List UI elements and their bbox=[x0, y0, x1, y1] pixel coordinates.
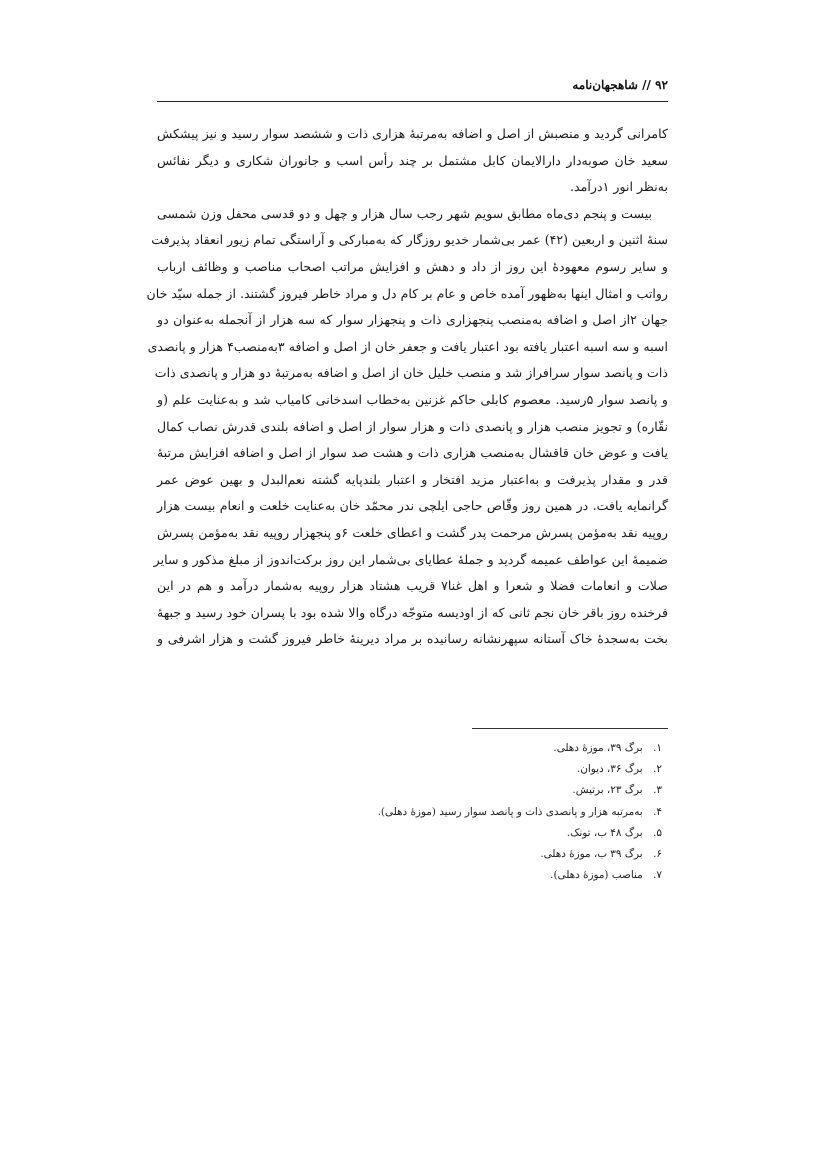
footnote-text: برگ ۳۹ ب، موزهٔ دهلی. bbox=[540, 848, 643, 861]
header-rule bbox=[157, 101, 668, 102]
footnote-item bbox=[157, 823, 668, 844]
footnote-number: ۶. bbox=[653, 848, 662, 861]
text-line: اسبه و سه اسبه اعتبار یافته بود اعتبار یافت و جعفر خان از اصل و اضافه ۳به‌منصب۴ هزار و پانصدی bbox=[147, 338, 668, 354]
footnote-text: برگ ۲۳، برتیش. bbox=[572, 784, 643, 797]
footnote-text: برگ ۳۹، موزهٔ دهلی. bbox=[553, 742, 643, 754]
text-line: نقّاره) و تجویز منصب هزار و پانصدی ذات و هزار سوار از اصل و اضافه بلندی قدرش نصاب کمال bbox=[157, 418, 668, 434]
footnote-item bbox=[157, 802, 668, 823]
footnote-text: برگ ۴۸ ب، تونک. bbox=[566, 826, 643, 839]
text-line: کامرانی گردید و منصبش از اصل و اضافه به‌مرتبهٔ هزاری ذات و ششصد سوار رسید و نیز پیشکش bbox=[157, 126, 668, 141]
text-line: گرانمایه یافت. در همین روز وقّاص حاجی ایلچی ندر محمّد خان به‌عنایت خلعت و انعام بیست هزار bbox=[157, 498, 668, 514]
text-line: بخت به‌سجدهٔ خاک آستانه سپهرنشانه رسانیده بر مراد دیرینهٔ خاطر فیروز گشت و هزار اشرفی و bbox=[157, 631, 668, 647]
footnote-item bbox=[157, 738, 668, 759]
paragraph-2 bbox=[146, 201, 668, 653]
footnote-item bbox=[157, 759, 668, 780]
text-line: صلات و انعامات فضلا و شعرا و اهل غنا۷ قریب هشتاد هزار روپیه به‌شمار درآمد و هم در این bbox=[157, 578, 668, 594]
text-line: روپیه نقد به‌مؤمن پسرش مرحمت پدر گشت و اعطای خلعت ۶و پنجهزار روپیه نقد به‌مؤمن پسرش bbox=[157, 524, 668, 540]
text-line: ذات و پانصد سوار سرافراز شد و منصب خلیل خان از اصل و اضافه به‌مرتبهٔ دو هزار و پانصدی ذات bbox=[154, 365, 668, 381]
footnotes-list bbox=[157, 738, 668, 886]
footnote-item bbox=[157, 865, 668, 886]
text-line: به‌نظر انور ۱درآمد. bbox=[570, 179, 668, 195]
text-line: یافت و عوض خان قاقشال به‌منصب هزاری ذات و هشت صد سوار از اصل و اضافه افزایش مرتبهٔ bbox=[157, 445, 668, 461]
main-text bbox=[146, 121, 668, 653]
text-line: جهان ۲از اصل و اضافه به‌منصب پنجهزاری ذات و پنجهزار سوار که سه هزار از آنجمله به‌عنوان دو bbox=[157, 312, 668, 328]
footnote-number: ۷. bbox=[653, 869, 662, 882]
footnote-text: برگ ۳۶، دیوان. bbox=[576, 763, 643, 776]
text-line: و پانصد سوار ۵رسید. معصوم کابلی حاکم غزنین به‌خطاب اسدخانی کامیاب شد و به‌عنایت علم (و bbox=[157, 391, 668, 407]
text-line: رواتب و امثال اینها به‌ظهور آمده خاص و عام بر کام دل و مراد خاطر فیروز گشتند. از جمله سیّد خان bbox=[146, 285, 668, 301]
footnote-text: مناصب (موزهٔ دهلی). bbox=[550, 869, 643, 882]
footnote-item bbox=[157, 844, 668, 865]
footnote-number: ۲. bbox=[653, 763, 662, 776]
footnote-rule bbox=[472, 728, 668, 729]
text-line: سنهٔ اثنین و اربعین (۴۲) عمر بی‌شمار خدیو روزگار که به‌مبارکی و آراستگی تمام زیور انعقاد پذیرفت bbox=[151, 232, 668, 248]
text-line: و سایر رسوم معهودهٔ این روز از داد و دهش و افزایش مراتب اصحاب مناصب و وظائف ارباب bbox=[157, 258, 668, 274]
running-header: ۹۲ // شاهجهان‌نامه bbox=[572, 78, 668, 92]
footnote-number: ۱. bbox=[653, 742, 662, 754]
footnote-number: ۴. bbox=[653, 805, 662, 818]
text-line: قدر و مقدار پذیرفت و به‌اعتبار مزید افتخار و اعتبار بلندپایه گشته نعم‌البدل و بهین عوض عمر bbox=[157, 471, 668, 487]
text-line: فرخنده روز باقر خان نجم ثانی که از اودیسه متوجّه درگاه والا شده بود با پسران خود رسید و جبههٔ bbox=[157, 604, 668, 620]
footnote-text: به‌مرتبه هزار و پانصدی ذات و پانصد سوار رسید (موزهٔ دهلی). bbox=[377, 805, 643, 818]
footnote-item bbox=[157, 780, 668, 801]
paragraph-1 bbox=[157, 121, 668, 201]
text-line: ضمیمهٔ این عواطف عمیمه گردید و جملهٔ عطایای بی‌شمار این روز برکت‌اندوز از مبلغ مذکور و سایر bbox=[153, 551, 668, 567]
text-line: سعید خان صوبه‌دار دارالایمان کابل مشتمل بر چند رأس اسب و جانوران شکاری و دیگر نفائس bbox=[157, 152, 668, 168]
text-line: بیست و پنجم دی‌ماه مطابق سویم شهر رجب سال هزار و چهل و دو قدسی محفل وزن شمسی bbox=[157, 205, 652, 221]
footnote-number: ۵. bbox=[653, 826, 662, 839]
footnote-number: ۳. bbox=[653, 784, 662, 797]
